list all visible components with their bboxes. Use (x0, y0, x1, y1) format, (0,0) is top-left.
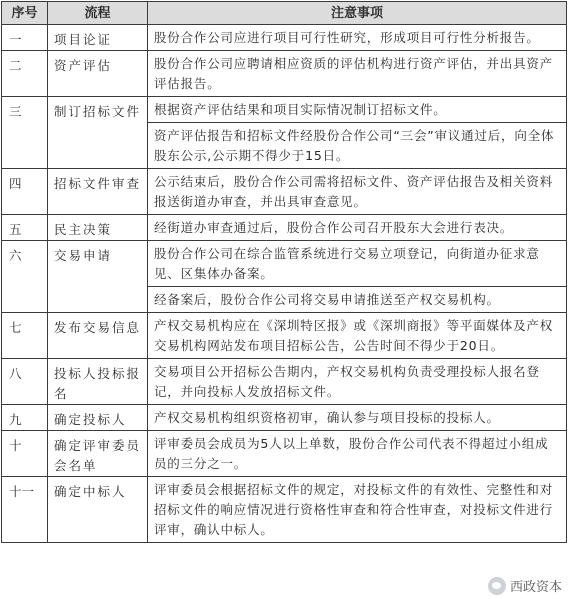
process-cell: 确定评审委员会名单 (48, 431, 148, 477)
serial-cell: 一 (2, 25, 48, 51)
process-cell: 招标文件审查 (48, 169, 148, 215)
process-cell: 确定中标人 (48, 477, 148, 543)
notes-cell: 评审委员会成员为5人以上单数，股份合作公司代表不得超过小组成员的三分之一。 (148, 431, 567, 477)
process-cell: 制订招标文件 (48, 97, 148, 169)
process-cell: 资产评估 (48, 51, 148, 97)
serial-cell: 十 (2, 431, 48, 477)
table-row (2, 51, 567, 97)
header-process: 流程 (48, 2, 148, 25)
serial-cell: 二 (2, 51, 48, 97)
notes-cell: 股份合作公司在综合监管系统进行交易立项登记，向街道办征求意见、区集体办备案。 (148, 241, 567, 287)
table-row (2, 477, 567, 543)
notes-cell: 交易项目公开招标公告期内，产权交易机构负责受理投标人报名登记，并向投标人发放招标文件。 (148, 359, 567, 405)
table-row (2, 241, 567, 287)
serial-cell: 九 (2, 405, 48, 431)
watermark (488, 576, 562, 595)
notes-cell: 公示结束后，股份合作公司需将招标文件、资产评估报告及相关资料报送街道办审查，并出具审查意见。 (148, 169, 567, 215)
wechat-logo-icon (488, 577, 506, 595)
notes-cell: 产权交易机构应在《深圳特区报》或《深圳商报》等平面媒体及产权交易机构网站发布项目招标公告，公告时间不得少于20日。 (148, 313, 567, 359)
header-serial: 序号 (2, 2, 48, 25)
table-row (2, 359, 567, 405)
table-row (2, 215, 567, 241)
serial-cell: 四 (2, 169, 48, 215)
table-row (2, 97, 567, 123)
serial-cell: 八 (2, 359, 48, 405)
table-row (2, 313, 567, 359)
process-cell: 交易申请 (48, 241, 148, 313)
notes-cell: 资产评估报告和招标文件经股份合作公司“三会”审议通过后，向全体股东公示,公示期不得少于15日。 (148, 123, 567, 169)
table-row (2, 431, 567, 477)
table-row (2, 169, 567, 215)
serial-cell: 十一 (2, 477, 48, 543)
process-cell: 项目论证 (48, 25, 148, 51)
notes-cell: 经街道办审查通过后，股份合作公司召开股东大会进行表决。 (148, 215, 567, 241)
notes-cell: 根据资产评估结果和项目实际情况制订招标文件。 (148, 97, 567, 123)
watermark-text: 西政资本 (509, 580, 562, 595)
serial-cell: 五 (2, 215, 48, 241)
serial-cell: 六 (2, 241, 48, 313)
table-row (2, 405, 567, 431)
notes-cell: 股份合作公司应聘请相应资质的评估机构进行资产评估，并出具资产评估报告。 (148, 51, 567, 97)
notes-cell: 产权交易机构组织资格初审，确认参与项目投标的投标人。 (148, 405, 567, 431)
process-cell: 民主决策 (48, 215, 148, 241)
serial-cell: 三 (2, 97, 48, 169)
process-cell: 投标人投标报名 (48, 359, 148, 405)
table-header-row (2, 2, 567, 25)
notes-cell: 评审委员会根据招标文件的规定，对投标文件的有效性、完整性和对招标文件的响应情况进行资格性审查和符合性审查，对投标文件进行评审，确认中标人。 (148, 477, 567, 543)
header-notes: 注意事项 (148, 2, 567, 25)
table-row (2, 25, 567, 51)
notes-cell: 股份合作公司应进行项目可行性研究，形成项目可行性分析报告。 (148, 25, 567, 51)
process-cell: 确定投标人 (48, 405, 148, 431)
process-cell: 发布交易信息 (48, 313, 148, 359)
notes-cell: 经备案后，股份合作公司将交易申请推送至产权交易机构。 (148, 287, 567, 313)
process-table (1, 1, 567, 543)
serial-cell: 七 (2, 313, 48, 359)
